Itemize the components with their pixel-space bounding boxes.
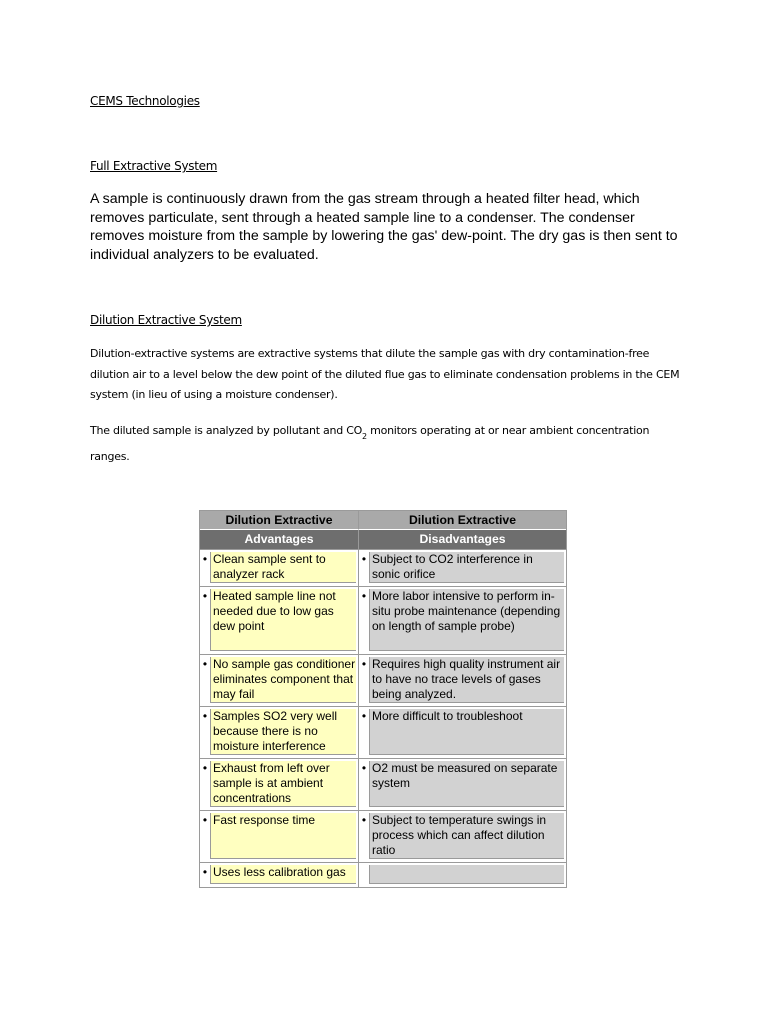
bullet-icon: • [200, 709, 211, 755]
disadvantage-cell [358, 862, 566, 887]
subscript-2: 2 [362, 432, 367, 441]
paragraph-dilution-1: Dilution-extractive systems are extractive systems that dilute the sample gas with dry contamination-free dilution air to a level below the dew point of the diluted flue gas to eliminate condensation problems in the CEM system (in lieu of using a moisture condenser). [90, 347, 680, 401]
bullet-icon: • [359, 709, 370, 755]
advantage-text: Samples SO2 very well because there is no moisture interference [211, 709, 356, 755]
header-top-right: Dilution Extractive [358, 511, 566, 530]
bullet-icon: • [200, 552, 211, 583]
header-disadvantages: Disadvantages [358, 530, 566, 549]
disadvantage-text: O2 must be measured on separate system [370, 761, 564, 807]
advantage-cell [200, 810, 358, 862]
paragraph-dilution-2-start: The diluted sample is analyzed by pollutant and CO [90, 424, 363, 437]
bullet-icon [359, 865, 370, 884]
table-row [200, 862, 566, 887]
disadvantage-cell [358, 758, 566, 810]
header-top-left: Dilution Extractive [200, 511, 358, 530]
table-header-row-top [200, 511, 566, 530]
bullet-icon: • [359, 589, 370, 651]
advantage-cell [200, 706, 358, 758]
header-advantages: Advantages [200, 530, 358, 549]
disadvantage-text: Requires high quality instrument air to have no trace levels of gases being analyzed. [370, 657, 564, 703]
advantage-text: Clean sample sent to analyzer rack [211, 552, 356, 583]
paragraph-dilution-2 [90, 418, 690, 470]
bullet-icon: • [359, 657, 370, 703]
table-row [200, 758, 566, 810]
advantage-text: Fast response time [211, 813, 356, 859]
bullet-icon: • [359, 552, 370, 583]
disadvantage-text: More difficult to troubleshoot [370, 709, 564, 755]
table-row [200, 654, 566, 706]
bullet-icon: • [359, 761, 370, 807]
advantage-cell [200, 549, 358, 586]
bullet-icon: • [200, 813, 211, 859]
bullet-icon: • [200, 761, 211, 807]
advantage-text: No sample gas conditioner eliminates component that may fail [213, 657, 356, 701]
disadvantage-cell [358, 810, 566, 862]
table-row [200, 549, 566, 586]
advantage-cell [200, 586, 358, 654]
advantage-cell [200, 758, 358, 810]
disadvantage-cell [358, 586, 566, 654]
advantage-cell [200, 654, 358, 706]
bullet-icon: • [359, 813, 370, 859]
disadvantage-cell [358, 706, 566, 758]
comparison-table [199, 510, 567, 888]
section-heading-dilution-extractive: Dilution Extractive System [90, 313, 242, 327]
section-heading-full-extractive: Full Extractive System [90, 159, 218, 173]
disadvantage-text [370, 865, 564, 884]
paragraph-full-extractive: A sample is continuously drawn from the gas stream through a heated filter head, which removes particulate, sent through a heated sample line to a condenser. The condenser removes moisture from the sample by lowering the gas' dew-point. The dry gas is then sent to individual analyzers to be evaluated. [90, 191, 678, 263]
bullet-icon: • [200, 865, 211, 884]
advantage-text: Uses less calibration gas [211, 865, 356, 884]
disadvantage-text: Subject to temperature swings in process which can affect dilution ratio [370, 813, 564, 859]
document-title: CEMS Technologies [90, 94, 200, 108]
advantage-text: Exhaust from left over sample is at ambient concentrations [211, 761, 356, 807]
table-row [200, 810, 566, 862]
advantage-cell [200, 862, 358, 887]
disadvantage-text: Subject to CO2 interference in sonic orifice [370, 552, 564, 583]
bullet-icon: • [200, 657, 211, 703]
advantage-text: Heated sample line not needed due to low gas dew point [211, 589, 356, 651]
bullet-icon: • [200, 589, 211, 651]
disadvantage-cell [358, 654, 566, 706]
disadvantage-text: More labor intensive to perform in-situ probe maintenance (depending on length of sample probe) [370, 589, 564, 651]
table-row [200, 586, 566, 654]
table-row [200, 706, 566, 758]
table-header-row [200, 530, 566, 549]
paragraph-dilution-2-end: monitors operating at or near ambient concentration ranges. [90, 424, 650, 463]
disadvantage-cell [358, 549, 566, 586]
